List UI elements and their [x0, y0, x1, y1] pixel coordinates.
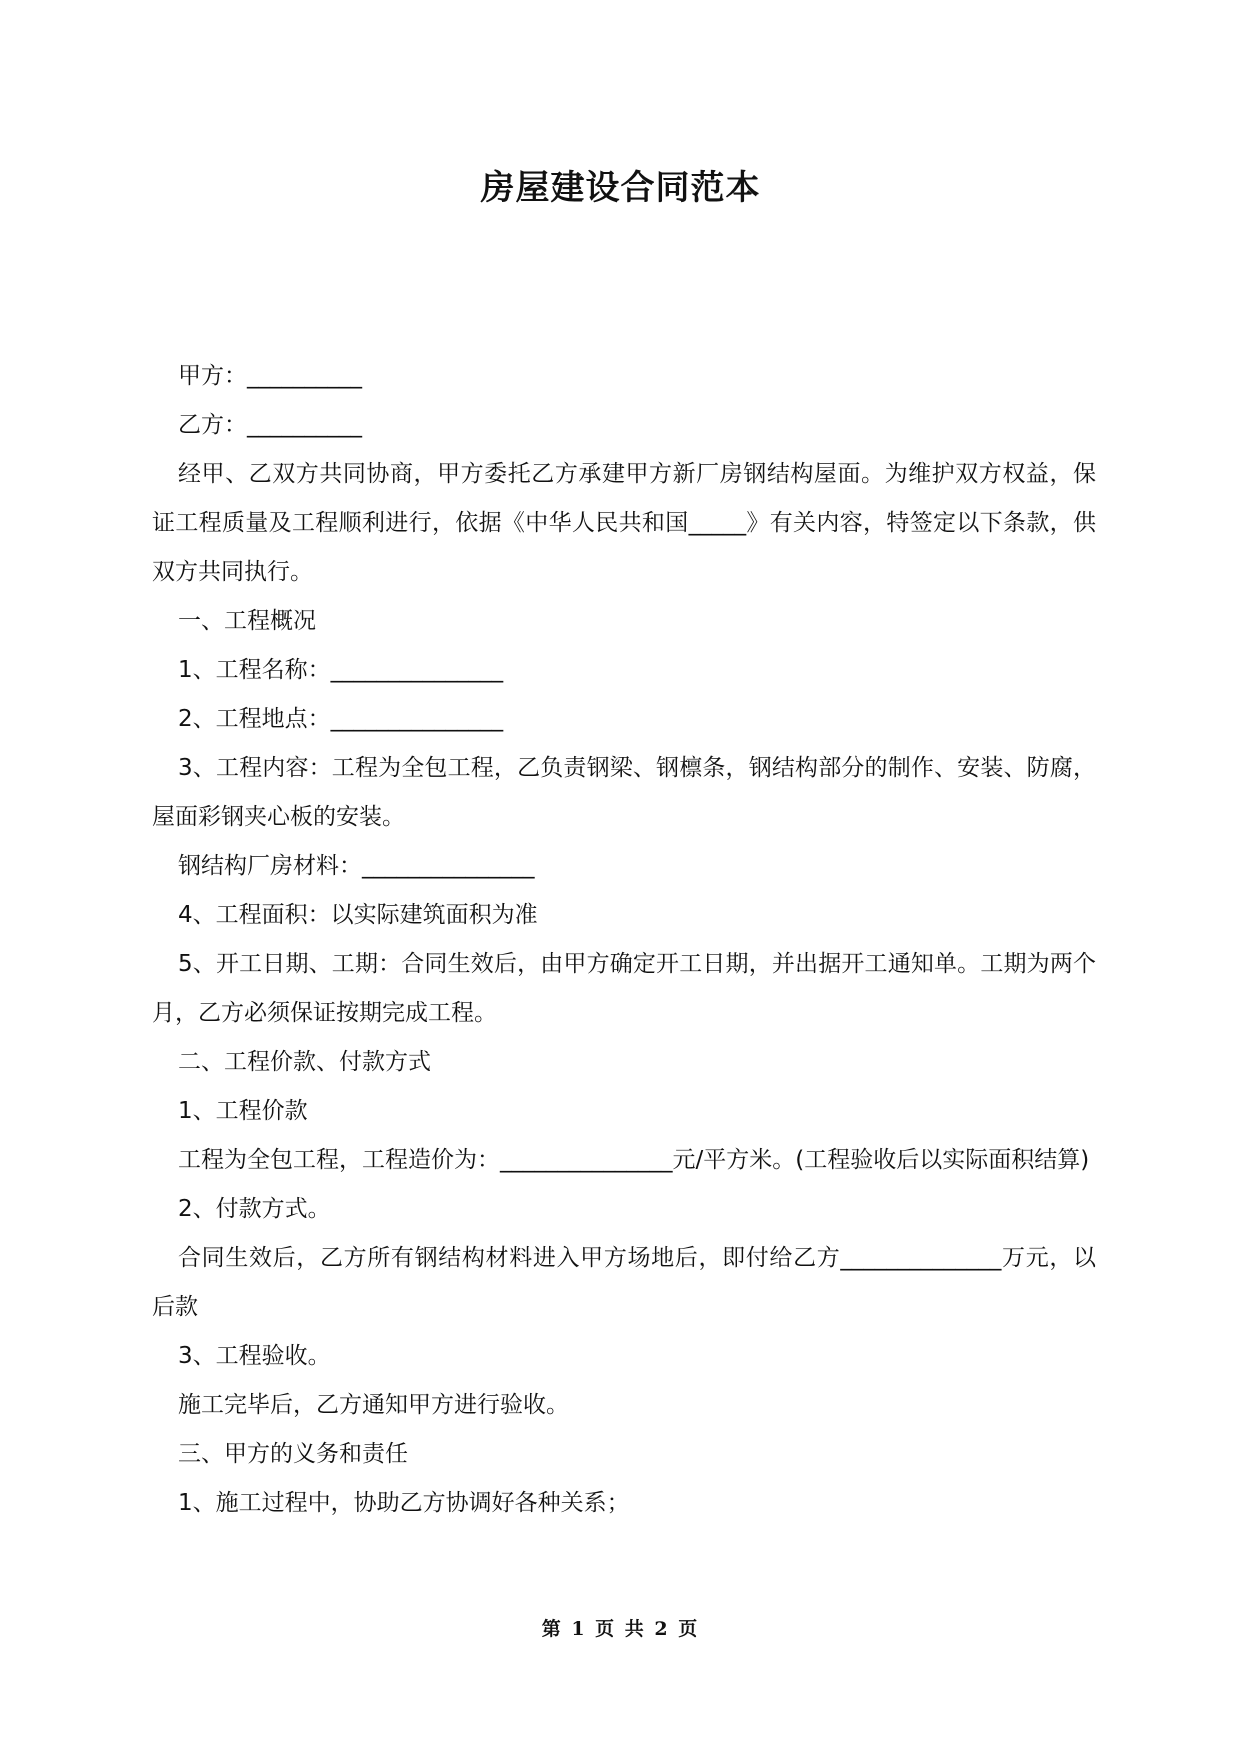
section-heading-3: 三、甲方的义务和责任	[178, 1441, 408, 1467]
clause-payment-heading: 2、付款方式。	[178, 1196, 331, 1222]
section-heading-2: 二、工程价款、付款方式	[178, 1049, 431, 1075]
clause-price-heading: 1、工程价款	[178, 1098, 308, 1124]
document-title: 房屋建设合同范本	[480, 168, 761, 208]
clause-price-detail: 工程为全包工程，工程造价为：_______________元/平方米。(工程验收后以实际面积结算)	[178, 1147, 1090, 1173]
section-heading-1: 一、工程概况	[178, 608, 316, 634]
clause-project-content: 3、工程内容：工程为全包工程，乙负责钢梁、钢檩条，钢结构部分的制作、安装、防腐，屋面彩钢夹心板的安装。	[152, 755, 1096, 830]
clause-acceptance-heading: 3、工程验收。	[178, 1343, 331, 1369]
clause-payment-detail: 合同生效后，乙方所有钢结构材料进入甲方场地后，即付给乙方______________万元，以后款	[152, 1245, 1096, 1320]
clause-party-a-duty-1: 1、施工过程中，协助乙方协调好各种关系；	[178, 1490, 630, 1516]
page-footer: 第 1 页 共 2 页	[541, 1618, 700, 1640]
party-b-line: 乙方：__________	[178, 412, 362, 438]
clause-acceptance-detail: 施工完毕后，乙方通知甲方进行验收。	[178, 1392, 569, 1418]
party-a-line: 甲方：__________	[178, 363, 362, 389]
clause-steel-materials: 钢结构厂房材料：_______________	[178, 853, 535, 879]
clause-project-area: 4、工程面积：以实际建筑面积为准	[178, 902, 538, 928]
clause-start-date: 5、开工日期、工期：合同生效后，由甲方确定开工日期，并出据开工通知单。工期为两个月，乙方必须保证按期完成工程。	[152, 951, 1096, 1026]
preamble-paragraph: 经甲、乙双方共同协商，甲方委托乙方承建甲方新厂房钢结构屋面。为维护双方权益，保证工程质量及工程顺利进行，依据《中华人民共和国_____》有关内容，特签定以下条款，供双方共同执行。	[152, 461, 1096, 585]
clause-project-location: 2、工程地点：_______________	[178, 706, 504, 732]
document-body	[152, 352, 1096, 1528]
clause-project-name: 1、工程名称：_______________	[178, 657, 504, 683]
